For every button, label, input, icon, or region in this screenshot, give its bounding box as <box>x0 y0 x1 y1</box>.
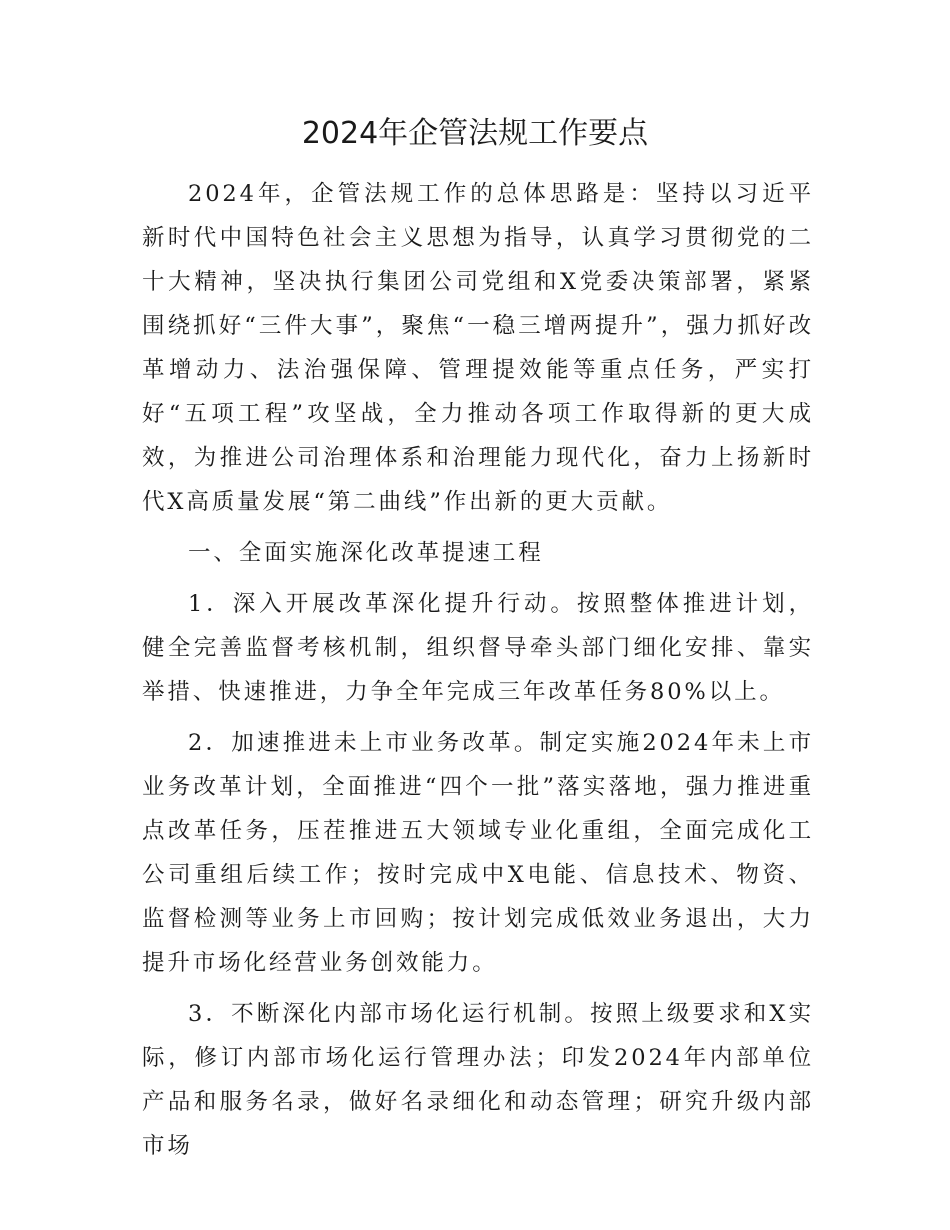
document-title: 2024年企管法规工作要点 <box>301 116 649 151</box>
item-paragraph-3: 3．不断深化内部市场化运行机制。按照上级要求和X实际，修订内部市场化运行管理办法；印发2024年内部单位产品和服务名录，做好名录细化和动态管理；研究升级内部市场 <box>142 1001 814 1159</box>
section-heading: 一、全面实施深化改革提速工程 <box>188 540 544 566</box>
document-body <box>142 172 814 1168</box>
intro-paragraph: 2024年，企管法规工作的总体思路是：坚持以习近平新时代中国特色社会主义思想为指导，认真学习贯彻党的二十大精神，坚决执行集团公司党组和X党委决策部署，紧紧围绕抓好“三件大事”，聚焦“一稳三增两提升”，强力抓好改革增动力、法治强保障、管理提效能等重点任务，严实打好“五项工程”攻坚战，全力推动各项工作取得新的更大成效，为推进公司治理体系和治理能力现代化，奋力上扬新时代X高质量发展“第二曲线”作出新的更大贡献。 <box>142 181 814 515</box>
item-paragraph-2: 2．加速推进未上市业务改革。制定实施2024年未上市业务改革计划，全面推进“四个一批”落实落地，强力推进重点改革任务，压茬推进五大领域专业化重组，全面完成化工公司重组后续工作；按时完成中X电能、信息技术、物资、监督检测等业务上市回购；按计划完成低效业务退出，大力提升市场化经营业务创效能力。 <box>142 730 814 976</box>
item-paragraph-1: 1．深入开展改革深化提升行动。按照整体推进计划，健全完善监督考核机制，组织督导牵头部门细化安排、靠实举措、快速推进，力争全年完成三年改革任务80%以上。 <box>142 591 814 705</box>
